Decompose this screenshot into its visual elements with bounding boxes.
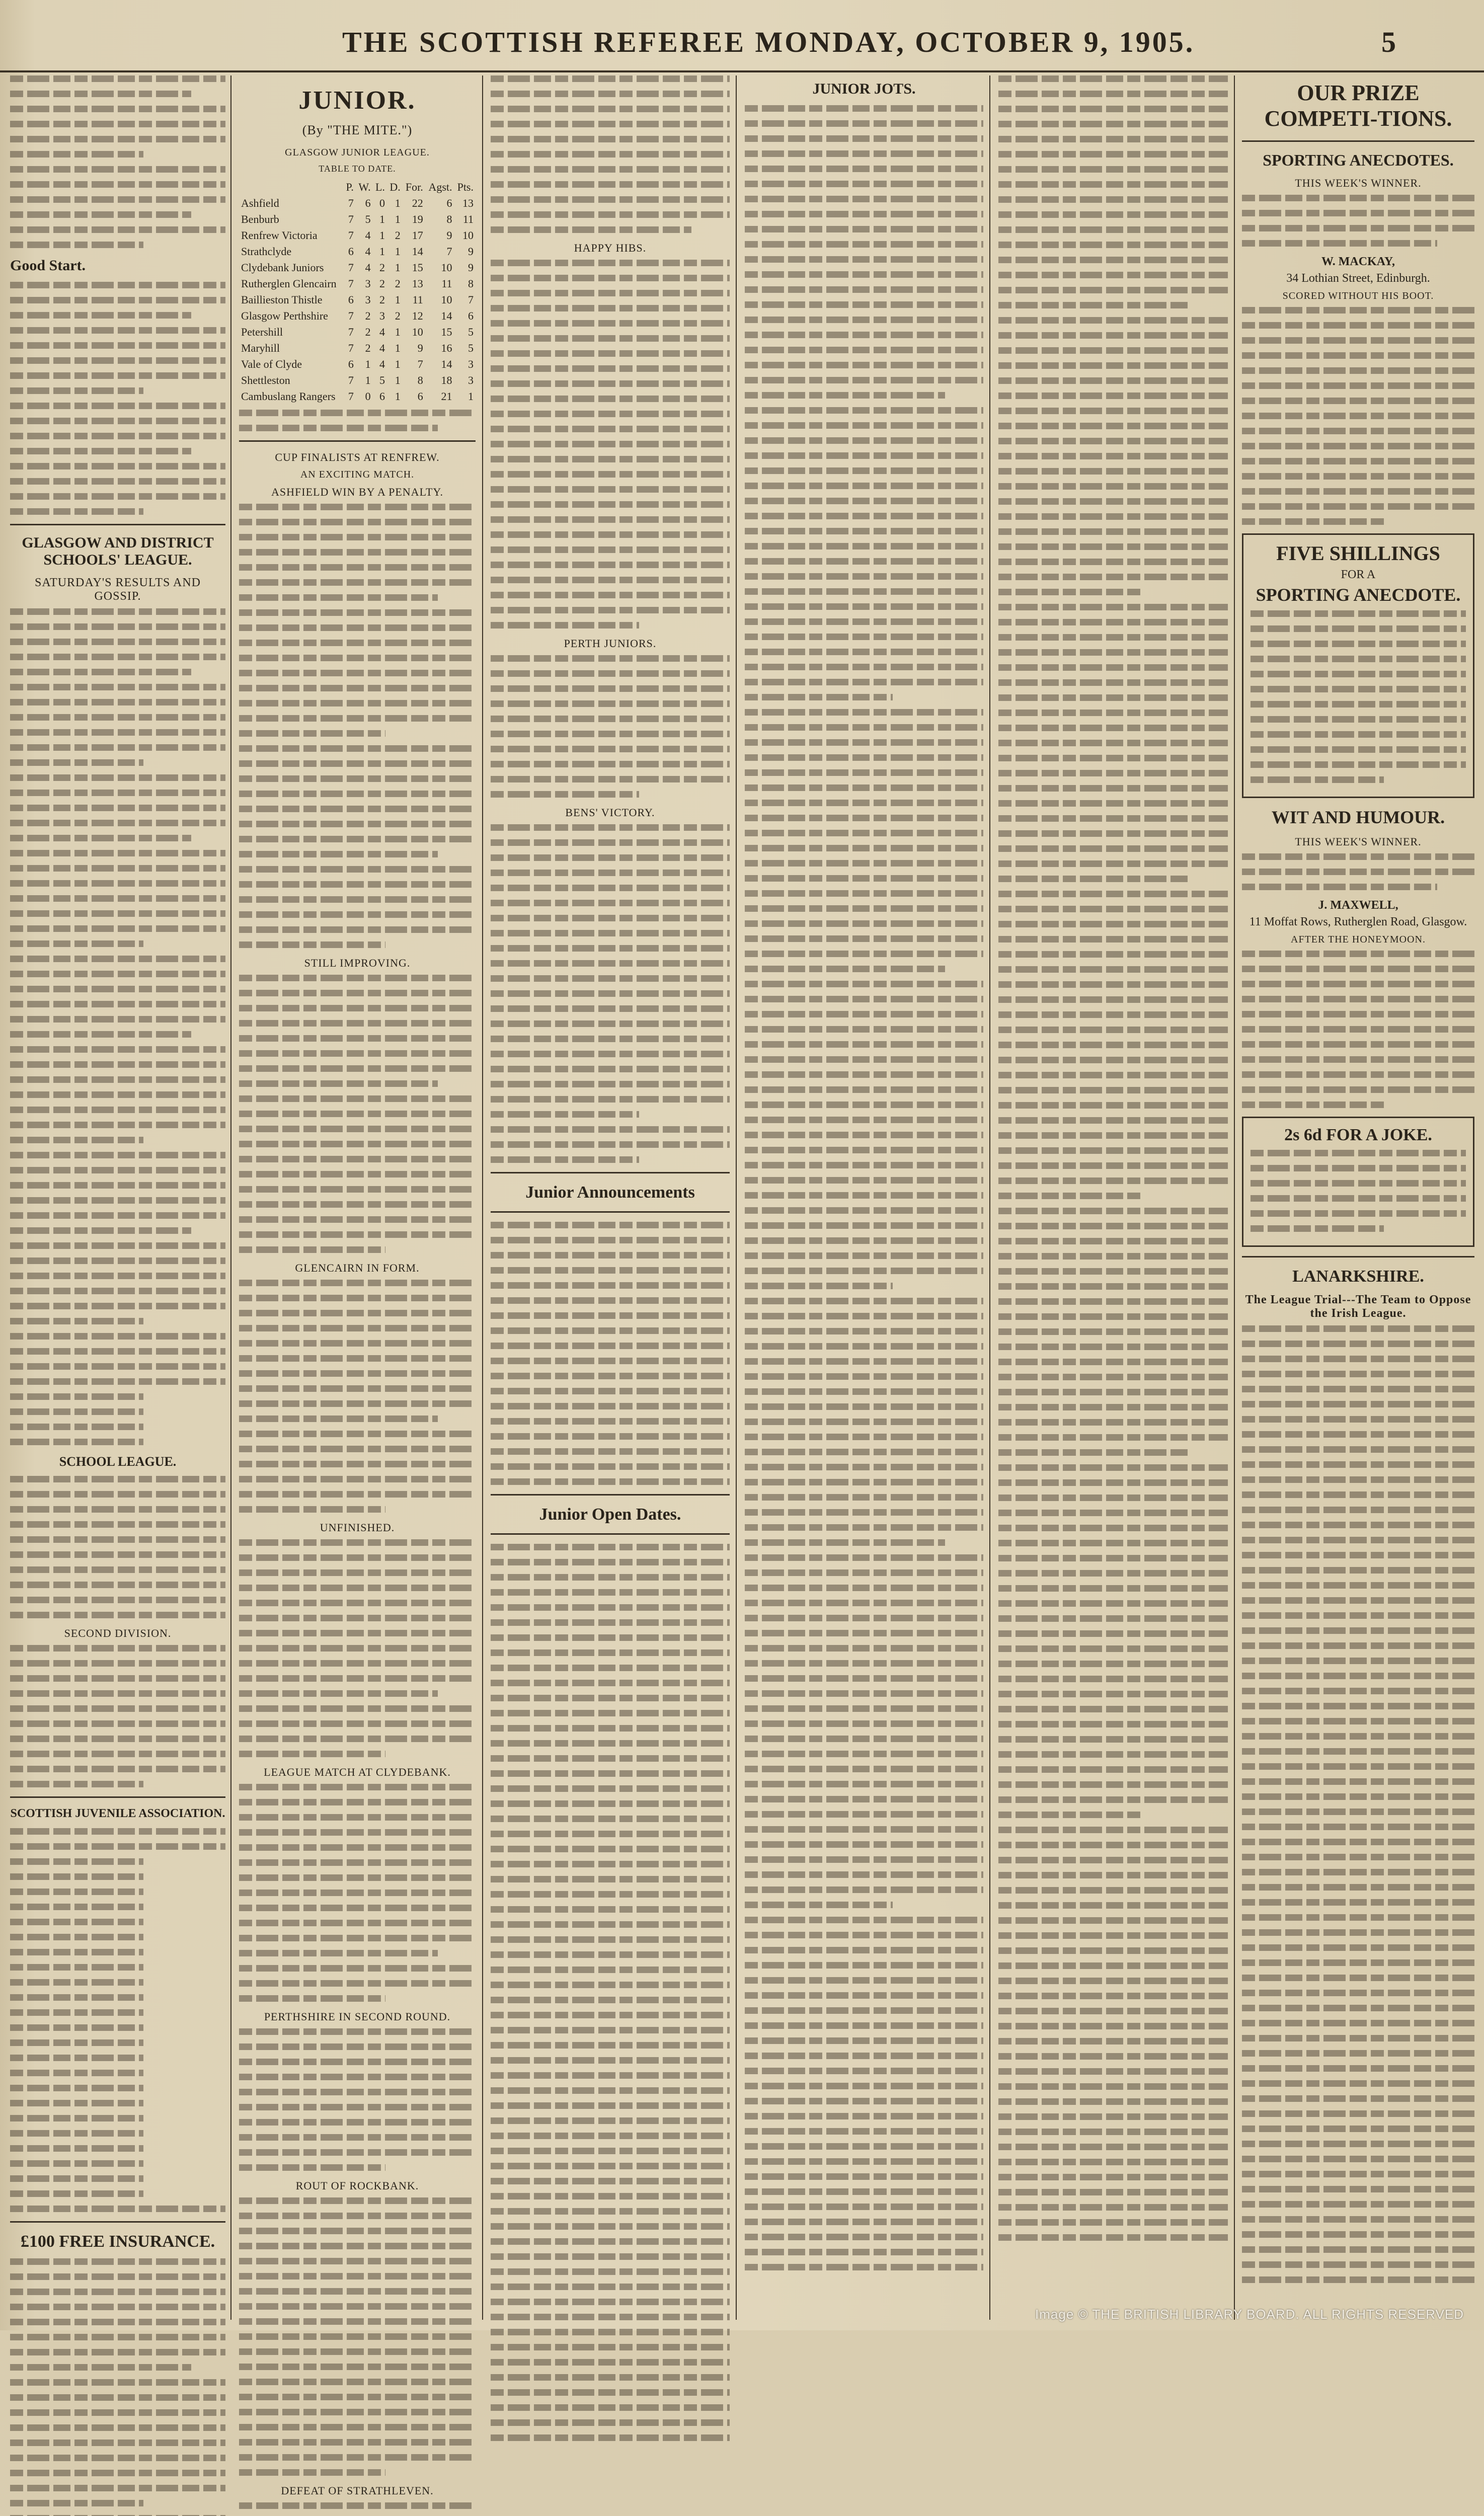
table-cell: 6	[446, 196, 452, 209]
team-name: Cambuslang Rangers	[241, 389, 336, 403]
section-heading: WIT AND HUMOUR.	[1271, 807, 1445, 828]
table-cell: 7	[348, 277, 354, 290]
column-rule	[482, 75, 483, 2320]
page-number: 5	[1381, 26, 1396, 58]
team-name: Strathclyde	[241, 245, 292, 258]
table-cell: 7	[348, 373, 354, 386]
table-cell: 2	[395, 228, 401, 242]
table-header: W.	[358, 180, 371, 193]
table-cell: 19	[412, 212, 423, 225]
table-cell: 3	[365, 277, 371, 290]
table-cell: 1	[395, 212, 401, 225]
prize-amount: FIVE SHILLINGS	[1276, 541, 1440, 565]
table-subtitle: TABLE TO DATE.	[319, 163, 396, 174]
table-cell: 7	[348, 212, 354, 225]
table-cell: 3	[365, 293, 371, 306]
team-name: Ashfield	[241, 196, 279, 209]
winner-name: W. MACKAY,	[1321, 255, 1395, 268]
table-cell: 1	[379, 212, 385, 225]
section-subheading: SECOND DIVISION.	[64, 1627, 172, 1640]
winner-address: 11 Moffat Rows, Rutherglen Road, Glasgow.	[1249, 915, 1467, 928]
team-name: Clydebank Juniors	[241, 261, 324, 274]
table-cell: 15	[441, 325, 452, 338]
table-cell: 14	[412, 245, 423, 258]
column-right	[1242, 75, 1474, 2320]
table-cell: 3	[468, 373, 474, 386]
table-cell: 6	[468, 309, 474, 322]
table-cell: 7	[348, 261, 354, 274]
table-header: L.	[375, 180, 385, 193]
table-cell: 0	[379, 196, 385, 209]
section-subheading: AN EXCITING MATCH.	[300, 468, 415, 480]
column-rule	[1234, 75, 1235, 2320]
table-row	[239, 276, 476, 292]
table-cell: 9	[468, 261, 474, 274]
table-row	[239, 260, 476, 276]
column-rule	[989, 75, 990, 2320]
section-heading: CUP FINALISTS AT RENFREW.	[275, 450, 440, 463]
section-heading: £100 FREE INSURANCE.	[20, 2232, 215, 2251]
team-name: Glasgow Perthshire	[241, 309, 328, 322]
team-name: Petershill	[241, 325, 283, 338]
section-heading: PERTH JUNIORS.	[564, 637, 657, 650]
winner-name: J. MAXWELL,	[1318, 898, 1398, 912]
table-cell: 7	[348, 228, 354, 242]
table-cell: 3	[468, 357, 474, 370]
table-cell: 10	[462, 228, 474, 242]
page-title: JUNIOR.	[298, 86, 416, 115]
table-cell: 1	[379, 245, 385, 258]
table-cell: 7	[468, 293, 474, 306]
column-middle	[491, 75, 730, 2320]
table-row	[239, 227, 476, 244]
table-cell: 6	[348, 245, 354, 258]
table-cell: 1	[395, 261, 401, 274]
section-subheading: SATURDAY'S RESULTS AND GOSSIP.	[35, 576, 201, 603]
table-cell: 16	[441, 341, 452, 354]
table-cell: 7	[417, 357, 423, 370]
team-name: Rutherglen Glencairn	[241, 277, 337, 290]
team-name: Benburb	[241, 212, 279, 225]
section-subheading: THIS WEEK'S WINNER.	[1295, 176, 1422, 189]
section-heading: 2s 6d FOR A JOKE.	[1284, 1125, 1432, 1144]
table-row	[239, 388, 476, 405]
table-cell: 8	[468, 277, 474, 290]
table-cell: 11	[462, 212, 474, 225]
table-cell: 3	[379, 309, 385, 322]
table-header: Pts.	[457, 180, 474, 193]
table-cell: 1	[395, 357, 401, 370]
competition-box	[1242, 533, 1474, 798]
section-heading: JUNIOR JOTS.	[812, 81, 916, 97]
masthead-title: THE SCOTTISH REFEREE MONDAY, OCTOBER 9, 1905.	[342, 26, 1195, 58]
table-row	[239, 292, 476, 308]
section-heading: OUR PRIZE COMPETI-TIONS.	[1264, 81, 1452, 131]
table-cell: 7	[348, 309, 354, 322]
table-header: Agst.	[428, 180, 452, 193]
table-cell: 13	[412, 277, 423, 290]
section-heading: STILL IMPROVING.	[304, 956, 411, 969]
table-cell: 6	[365, 196, 371, 209]
winner-address: 34 Lothian Street, Edinburgh.	[1286, 271, 1430, 285]
table-cell: 2	[379, 293, 385, 306]
section-heading: PERTHSHIRE IN SECOND ROUND.	[264, 2010, 451, 2023]
table-row	[239, 324, 476, 340]
table-cell: 0	[365, 389, 371, 403]
table-cell: 10	[441, 293, 452, 306]
table-cell: 1	[395, 245, 401, 258]
section-heading: GLENCAIRN IN FORM.	[295, 1261, 420, 1274]
section-heading: BENS' VICTORY.	[565, 806, 655, 819]
table-cell: 8	[446, 212, 452, 225]
joke-box	[1242, 1117, 1474, 1247]
table-cell: 5	[379, 373, 385, 386]
league-table	[239, 179, 476, 405]
column-rule	[230, 75, 231, 2320]
section-subheading: THIS WEEK'S WINNER.	[1295, 835, 1422, 848]
table-cell: 7	[348, 196, 354, 209]
table-cell: 15	[412, 261, 423, 274]
table-cell: 2	[395, 277, 401, 290]
column-jots-continued	[998, 75, 1228, 2320]
table-row	[239, 372, 476, 388]
table-cell: 4	[365, 228, 371, 242]
table-cell: 14	[441, 309, 452, 322]
section-heading: UNFINISHED.	[320, 1521, 395, 1534]
section-heading: Junior Announcements	[525, 1183, 695, 1202]
table-cell: 5	[365, 212, 371, 225]
team-name: Baillieston Thistle	[241, 293, 323, 306]
table-row	[239, 356, 476, 372]
table-cell: 5	[468, 341, 474, 354]
table-cell: 1	[379, 228, 385, 242]
table-cell: 1	[365, 357, 371, 370]
table-cell: 2	[395, 309, 401, 322]
table-title: GLASGOW JUNIOR LEAGUE.	[285, 146, 430, 158]
table-cell: 1	[365, 373, 371, 386]
table-cell: 4	[365, 261, 371, 274]
column-junior	[239, 75, 476, 2497]
section-heading: HAPPY HIBS.	[574, 242, 647, 254]
table-cell: 10	[441, 261, 452, 274]
table-cell: 18	[441, 373, 452, 386]
byline: (By "THE MITE.")	[302, 122, 413, 137]
table-cell: 22	[412, 196, 423, 209]
table-cell: 2	[365, 309, 371, 322]
section-subheading: The League Trial---The Team to Oppose the Irish League.	[1245, 1293, 1471, 1320]
table-cell: 1	[468, 389, 474, 403]
team-name: Shettleston	[241, 373, 290, 386]
masthead-rule	[0, 70, 1484, 72]
table-cell: 17	[412, 228, 423, 242]
table-cell: 4	[379, 325, 385, 338]
story-title: AFTER THE HONEYMOON.	[1291, 933, 1426, 945]
table-row	[239, 308, 476, 324]
table-cell: 2	[379, 277, 385, 290]
table-cell: 8	[417, 373, 423, 386]
table-cell: 4	[379, 357, 385, 370]
table-cell: 13	[462, 196, 474, 209]
table-cell: 7	[348, 325, 354, 338]
table-cell: 7	[348, 341, 354, 354]
table-cell: 2	[379, 261, 385, 274]
table-cell: 6	[417, 389, 423, 403]
section-heading: ROUT OF ROCKBANK.	[295, 2179, 419, 2192]
section-heading: ASHFIELD WIN BY A PENALTY.	[271, 485, 443, 498]
table-row	[239, 340, 476, 356]
team-name: Vale of Clyde	[241, 357, 302, 370]
table-cell: 14	[441, 357, 452, 370]
team-name: Renfrew Victoria	[241, 228, 318, 242]
team-name: Maryhill	[241, 341, 280, 354]
story-title: SCORED WITHOUT HIS BOOT.	[1282, 290, 1434, 301]
table-cell: 7	[446, 245, 452, 258]
table-cell: 6	[348, 357, 354, 370]
table-header: D.	[389, 180, 401, 193]
table-row	[239, 244, 476, 260]
prize-category: SPORTING ANECDOTE.	[1256, 584, 1461, 605]
table-header: P.	[346, 180, 354, 193]
league-table-body	[239, 195, 476, 405]
table-row	[239, 211, 476, 227]
section-heading: SCHOOL LEAGUE.	[59, 1454, 177, 1469]
table-cell: 12	[412, 309, 423, 322]
table-cell: 1	[395, 341, 401, 354]
table-cell: 4	[379, 341, 385, 354]
section-heading: SPORTING ANECDOTES.	[1263, 151, 1454, 170]
table-cell: 4	[365, 245, 371, 258]
table-cell: 6	[348, 293, 354, 306]
table-cell: 21	[441, 389, 452, 403]
section-heading: Junior Open Dates.	[539, 1505, 681, 1524]
table-cell: 2	[365, 325, 371, 338]
table-cell: 1	[395, 293, 401, 306]
table-cell: 5	[468, 325, 474, 338]
table-cell: 11	[412, 293, 423, 306]
section-heading: LANARKSHIRE.	[1292, 1267, 1424, 1286]
section-heading: LEAGUE MATCH AT CLYDEBANK.	[264, 1765, 451, 1778]
table-cell: 1	[395, 389, 401, 403]
table-cell: 9	[417, 341, 423, 354]
column-left	[10, 75, 225, 2320]
column-rule	[736, 75, 737, 2320]
prize-for: FOR A	[1341, 568, 1376, 581]
table-cell: 10	[412, 325, 423, 338]
column-jots	[745, 75, 983, 2320]
table-cell: 11	[441, 277, 452, 290]
section-heading: GLASGOW AND DISTRICT SCHOOLS' LEAGUE.	[22, 534, 214, 568]
table-row	[239, 195, 476, 211]
table-header: For.	[405, 180, 423, 193]
table-cell: 1	[395, 196, 401, 209]
table-cell: 9	[468, 245, 474, 258]
table-cell: 2	[365, 341, 371, 354]
table-cell: 6	[379, 389, 385, 403]
table-cell: 7	[348, 389, 354, 403]
section-heading: SCOTTISH JUVENILE ASSOCIATION.	[10, 1807, 225, 1821]
table-header-row	[239, 179, 476, 195]
table-cell: 1	[395, 325, 401, 338]
masthead	[0, 15, 1484, 70]
table-cell: 1	[395, 373, 401, 386]
image-credit: Image © THE BRITISH LIBRARY BOARD. ALL RIGHTS RESERVED	[1035, 2307, 1464, 2322]
section-heading: DEFEAT OF STRATHLEVEN.	[281, 2484, 434, 2497]
section-heading: Good Start.	[10, 257, 86, 274]
table-cell: 9	[446, 228, 452, 242]
